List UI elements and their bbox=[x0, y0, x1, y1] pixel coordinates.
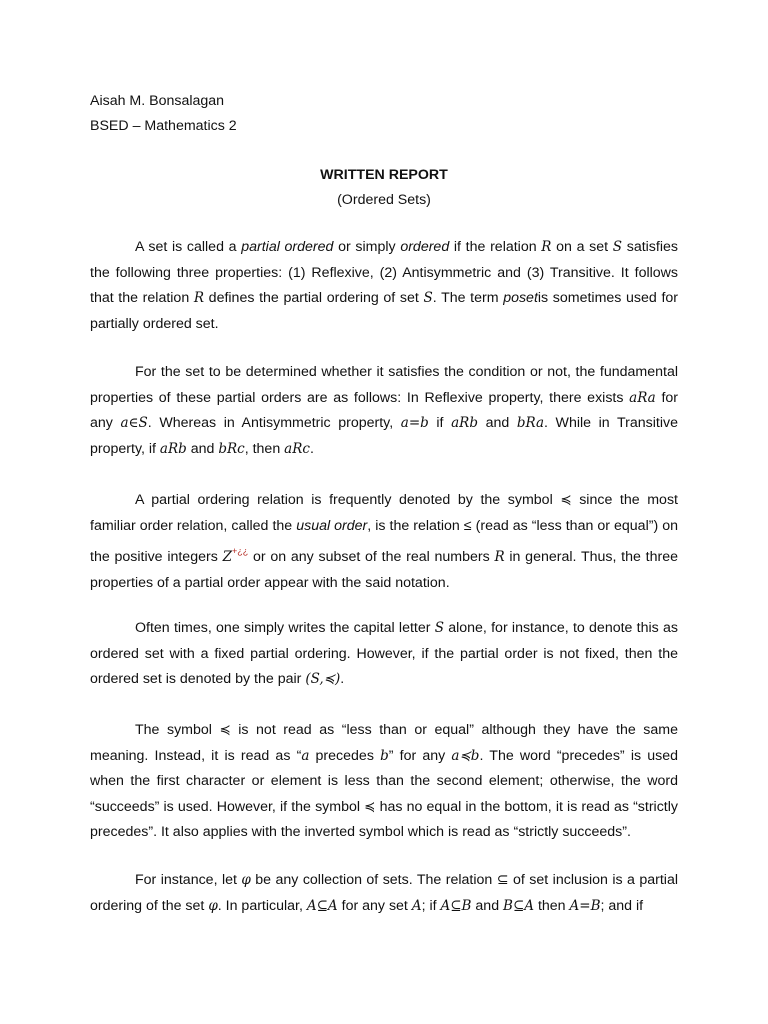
paragraph-pair-notation: Often times, one simply writes the capital letter S alone, for instance, to denote this as ordered set with a fixed partial ordering. However, if the partial order is not fixed, then the ordered set is denoted by the pair (S,≼). bbox=[90, 620, 678, 688]
author-name: Aisah M. Bonsalagan bbox=[90, 93, 225, 109]
paragraph-properties: For the set to be determined whether it satisfies the condition or not, the fundamental properties of these partial orders are as follows: In Reflexive property, there exists aRa for any a∈S. Whereas in Antisymmetric property, a=b if aRb and bRa. While in Transitive property, if aRb and bRc, then aRc. bbox=[90, 364, 678, 457]
paragraph-definition: A set is called a partial ordered or simply ordered if the relation R on a set S satisfies the following three properties: (1) Reflexive, (2) Antisymmetric and (3) Transitive. It follows that the relation R defines the partial ordering of set S. The term posetis sometimes used for partially ordered set. bbox=[90, 239, 678, 332]
report-subtitle: (Ordered Sets) bbox=[337, 192, 431, 208]
paragraph-notation: A partial ordering relation is frequently denoted by the symbol ≼ since the most familiar order relation, called the usual order, is the relation ≤ (read as “less than or equal”) on the positive integers Z+¿¿ or on any subset of the real numbers R in general. Thus, the three properties of a partial order appear with the said notation. bbox=[90, 492, 678, 591]
report-title: WRITTEN REPORT bbox=[320, 167, 448, 183]
paragraph-precedes: The symbol ≼ is not read as “less than or equal” although they have the same meaning. Instead, it is read as “a precedes b” for any a≼b. The word “precedes” is used when the first character or element is less than the second element; otherwise, the word “succeeds” is used. However, if the symbol ≼ has no equal in the bottom, it is read as “strictly precedes”. It also applies with the inverted symbol which is read as “strictly succeeds”. bbox=[90, 722, 678, 841]
paragraph-set-inclusion: For instance, let φ be any collection of sets. The relation ⊆ of set inclusion is a partial ordering of the set φ. In particular, A⊆A for any set A; if A⊆B and B⊆A then A=B; and if bbox=[90, 872, 678, 914]
course-line: BSED – Mathematics 2 bbox=[90, 118, 237, 134]
